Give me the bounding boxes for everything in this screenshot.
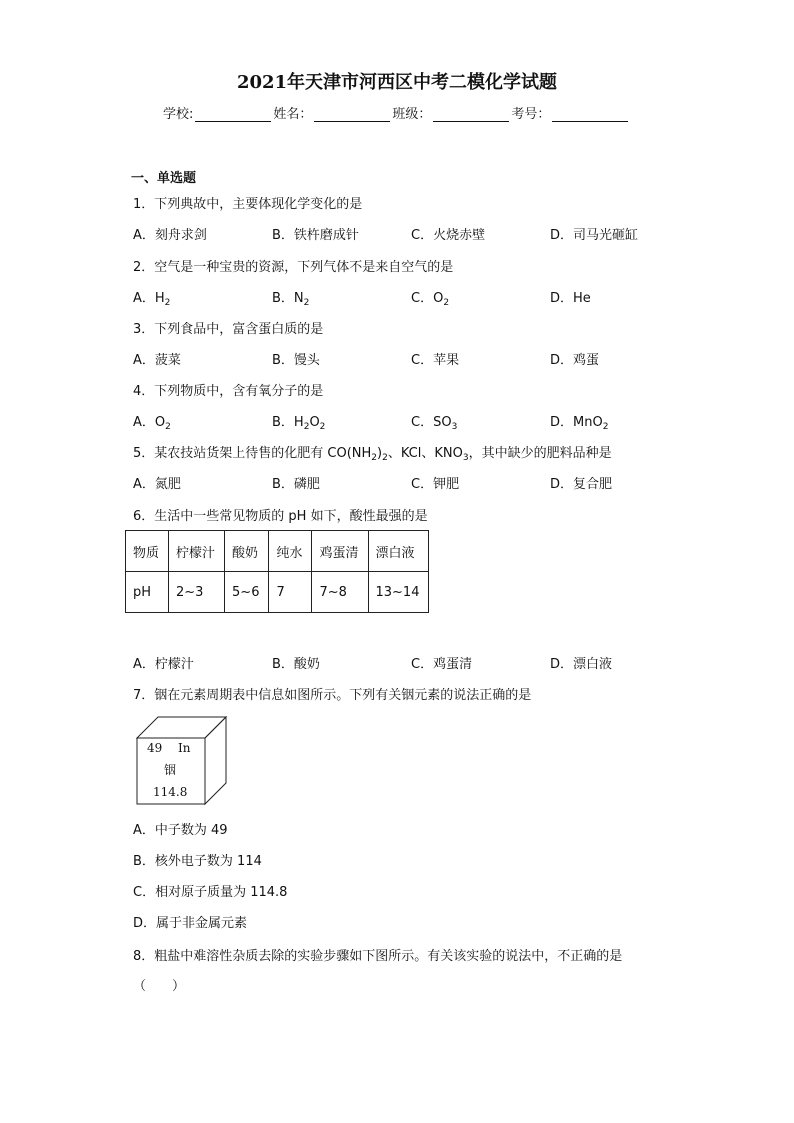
subscript: 3 <box>462 453 469 463</box>
atomic-mass: 114.8 <box>153 785 188 799</box>
table-row <box>126 531 429 572</box>
stem-part: 、KCl、KNO <box>387 446 463 461</box>
option-d-text: D．MnO <box>550 415 603 430</box>
table-cell: 7~8 <box>312 572 368 613</box>
table-cell: 2~3 <box>169 572 225 613</box>
table-cell: 漂白液 <box>368 531 429 572</box>
option-a[interactable]: A．菠菜 <box>133 353 181 368</box>
option-d[interactable] <box>550 411 689 430</box>
id-blank[interactable] <box>552 107 628 122</box>
option-b-text-2: O <box>309 415 320 430</box>
table-cell: 柠檬汁 <box>169 531 225 572</box>
question-3-options <box>133 349 689 368</box>
option-c[interactable] <box>411 411 550 430</box>
question-1-options <box>133 224 689 243</box>
answer-parentheses: （ ） <box>133 979 186 994</box>
school-blank[interactable] <box>195 107 271 122</box>
question-3-stem: 3．下列食品中，富含蛋白质的是 <box>133 322 324 337</box>
question-5-options <box>133 473 689 492</box>
subscript: 2 <box>319 422 326 432</box>
question-8-stem: 8．粗盐中难溶性杂质去除的实验步骤如下图所示。有关该实验的说法中，不正确的是 <box>133 949 623 964</box>
element-name: 铟 <box>164 763 177 777</box>
option-a[interactable]: A．氮肥 <box>133 477 181 492</box>
subscript: 2 <box>164 298 171 308</box>
id-label: 考号： <box>511 107 551 122</box>
option-b-text: B．H <box>272 415 304 430</box>
option-a[interactable]: A．柠檬汁 <box>133 657 194 672</box>
table-row <box>126 572 429 613</box>
option-c[interactable]: C．钾肥 <box>411 477 460 492</box>
table-cell: 7 <box>269 572 312 613</box>
question-2-options <box>133 287 689 306</box>
ph-table <box>125 530 429 613</box>
question-4-stem: 4．下列物质中，含有氧分子的是 <box>133 384 324 399</box>
table-cell: 物质 <box>126 531 169 572</box>
subscript: 3 <box>451 422 458 432</box>
name-label: 姓名： <box>273 107 313 122</box>
option-d[interactable]: D．司马光砸缸 <box>550 228 639 243</box>
subscript: 2 <box>443 298 450 308</box>
option-a[interactable] <box>133 287 272 306</box>
stem-part: 5．某农技站货架上待售的化肥有 CO(NH <box>133 446 372 461</box>
section-title: 一、单选题 <box>131 171 197 186</box>
question-6-stem: 6．生活中一些常见物质的 pH 如下，酸性最强的是 <box>133 509 428 524</box>
question-5-stem <box>133 442 612 461</box>
question-1-stem: 1．下列典故中，主要体现化学变化的是 <box>133 197 363 212</box>
question-4-options <box>133 411 689 430</box>
element-symbol: In <box>178 741 191 755</box>
option-a-text: A．H <box>133 291 165 306</box>
table-cell: 5~6 <box>225 572 269 613</box>
name-blank[interactable] <box>314 107 390 122</box>
option-b[interactable]: B．酸奶 <box>272 657 320 672</box>
option-d[interactable]: D．鸡蛋 <box>550 353 600 368</box>
option-a-text: A．O <box>133 415 166 430</box>
option-c-text: C．SO <box>411 415 452 430</box>
option-b[interactable] <box>272 287 411 306</box>
subscript: 2 <box>382 453 388 463</box>
option-a[interactable]: A．中子数为 49 <box>133 823 228 838</box>
option-d[interactable]: D．复合肥 <box>550 477 613 492</box>
option-d[interactable]: D．漂白液 <box>550 657 613 672</box>
option-a[interactable] <box>133 411 272 430</box>
student-info-line <box>163 103 630 122</box>
page-title: 2021年天津市河西区中考二模化学试题 <box>236 72 558 93</box>
option-b[interactable] <box>272 411 411 430</box>
table-cell: 鸡蛋清 <box>312 531 368 572</box>
atomic-number: 49 <box>147 741 163 755</box>
option-d[interactable]: D．He <box>550 291 591 306</box>
subscript: 2 <box>303 298 310 308</box>
element-card-cube <box>136 716 228 808</box>
option-c[interactable]: C．鸡蛋清 <box>411 657 473 672</box>
subscript: 2 <box>371 453 378 463</box>
option-b[interactable]: B．馒头 <box>272 353 320 368</box>
option-b[interactable]: B．核外电子数为 114 <box>133 854 262 869</box>
option-b-text: B．N <box>272 291 304 306</box>
option-c[interactable]: C．苹果 <box>411 353 460 368</box>
option-a[interactable]: A．刻舟求剑 <box>133 228 207 243</box>
option-c[interactable] <box>411 287 550 306</box>
option-d[interactable]: D．属于非金属元素 <box>133 916 248 931</box>
option-b[interactable]: B．铁杵磨成针 <box>272 228 359 243</box>
question-7-stem: 7．铟在元素周期表中信息如图所示。下列有关铟元素的说法正确的是 <box>133 688 532 703</box>
class-label: 班级： <box>392 107 432 122</box>
option-b[interactable]: B．磷肥 <box>272 477 320 492</box>
stem-part: ，其中缺少的肥料品种是 <box>468 446 612 461</box>
subscript: 2 <box>602 422 609 432</box>
table-cell: 酸奶 <box>225 531 269 572</box>
table-cell: pH <box>126 572 169 613</box>
question-2-stem: 2．空气是一种宝贵的资源，下列气体不是来自空气的是 <box>133 260 454 275</box>
school-label: 学校: <box>163 107 194 122</box>
stem-part: ) <box>377 446 383 461</box>
class-blank[interactable] <box>433 107 509 122</box>
table-cell: 纯水 <box>269 531 312 572</box>
subscript: 2 <box>303 422 310 432</box>
option-c-text: C．O <box>411 291 444 306</box>
option-c[interactable]: C．相对原子质量为 114.8 <box>133 885 288 900</box>
question-6-options <box>133 653 689 672</box>
table-cell: 13~14 <box>368 572 429 613</box>
subscript: 2 <box>165 422 171 432</box>
option-c[interactable]: C．火烧赤壁 <box>411 228 486 243</box>
